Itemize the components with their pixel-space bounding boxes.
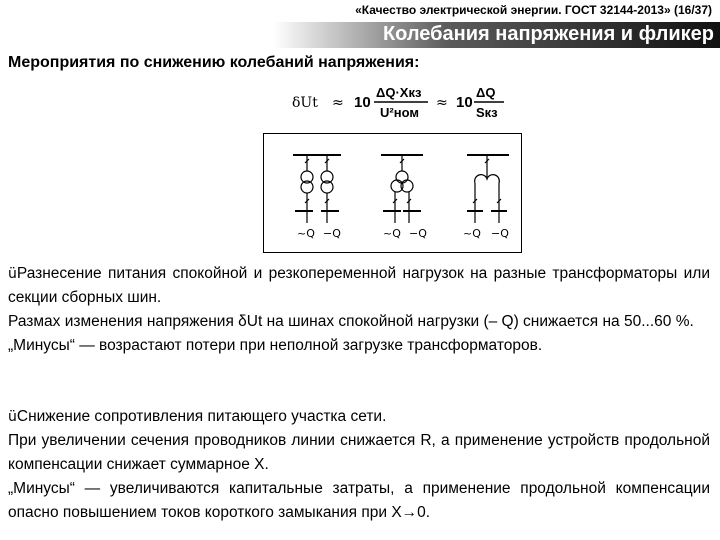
- load-label: ~Q: [463, 227, 481, 240]
- formula-approx-1: ≈: [332, 95, 344, 111]
- load-label: ~Q: [383, 227, 401, 240]
- slide-title: Колебания напряжения и фликер: [382, 23, 714, 45]
- formula-numerator-2: ΔQ: [476, 85, 496, 100]
- title-bar: [0, 22, 720, 48]
- formula-lhs: δUt: [292, 95, 318, 111]
- measure-2-drawbacks: „Минусы“ — увеличиваются капитальные затраты, а применение продольной компенсации опасно повышением токов короткого замыкания при X→0.: [8, 480, 710, 521]
- circuit-diagram: [263, 133, 522, 253]
- measure-2: [8, 405, 710, 525]
- load-label: −Q: [491, 227, 509, 240]
- measure-1: [8, 262, 710, 358]
- formula-coef-2: 10: [456, 94, 473, 111]
- header-caption-area: [0, 0, 720, 22]
- measure-2-effect: При увеличении сечения проводников линии снижается R, а применение устройств продольной компенсации снижает суммарное X.: [8, 432, 710, 473]
- formula-approx-2: ≈: [436, 95, 448, 111]
- measure-2-title: üСнижение сопротивления питающего участка сети.: [8, 408, 387, 425]
- formula-denominator-2: Sкз: [476, 105, 498, 120]
- section-heading: Мероприятия по снижению колебаний напряжения:: [8, 54, 420, 71]
- load-label: −Q: [409, 227, 427, 240]
- measure-1-drawbacks: „Минусы“ — возрастают потери при неполной загрузке трансформаторов.: [8, 337, 543, 354]
- formula: [290, 82, 530, 122]
- formula-coef-1: 10: [354, 94, 371, 111]
- measure-1-title: üРазнесение питания спокойной и резкопеременной нагрузок на разные трансформаторы или секции сборных шин.: [8, 265, 710, 306]
- load-label: ~Q: [297, 227, 315, 240]
- check-icon: ü: [8, 266, 17, 282]
- header-caption: «Качество электрической энергии. ГОСТ 32144-2013» (16/37): [355, 3, 712, 17]
- formula-denominator-1: U²ном: [380, 105, 419, 120]
- formula-numerator-1: ΔQ·Xкз: [376, 85, 422, 100]
- measure-1-effect: Размах изменения напряжения δUt на шинах спокойной нагрузки (– Q) снижается на 50...60 %.: [8, 313, 694, 330]
- load-label: −Q: [323, 227, 341, 240]
- check-icon: ü: [8, 409, 17, 425]
